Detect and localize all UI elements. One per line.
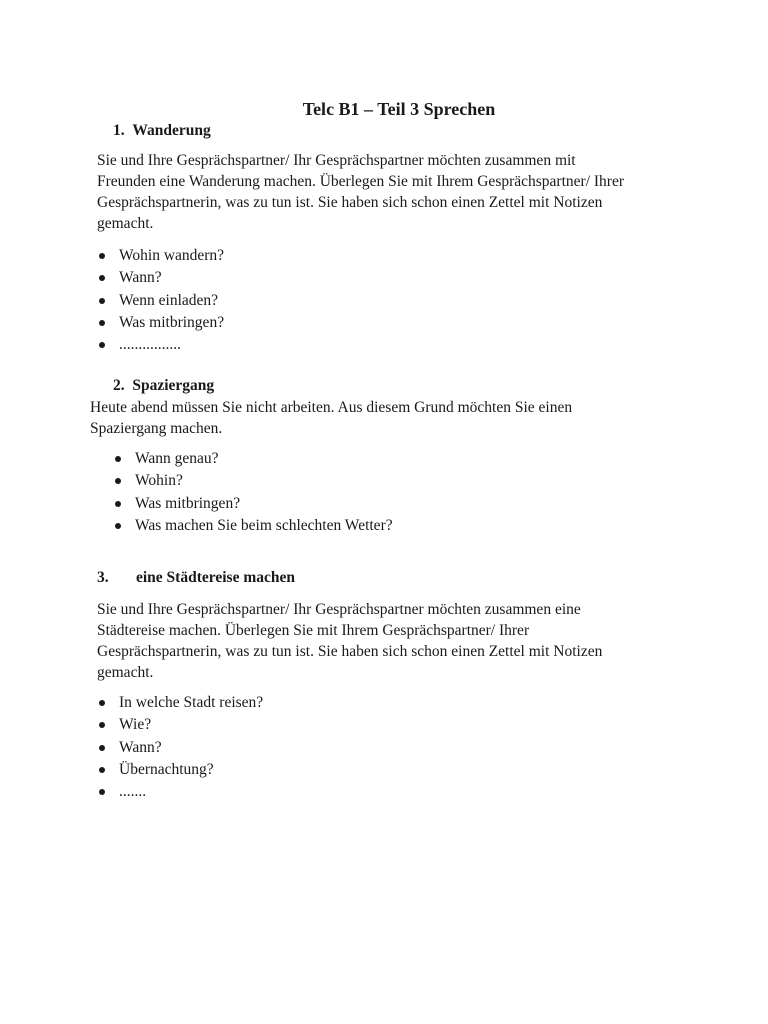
paragraph-line: Gesprächspartnerin, was zu tun ist. Sie haben sich schon einen Zettel mit Notizen bbox=[97, 643, 603, 660]
list-item: Wenn einladen? bbox=[97, 290, 224, 312]
list-item: Was mitbringen? bbox=[97, 312, 224, 334]
section-number: 3. bbox=[97, 569, 109, 586]
section-3-bullet-list bbox=[97, 692, 263, 803]
list-item: Wohin wandern? bbox=[97, 245, 224, 267]
list-item: Wann? bbox=[97, 737, 263, 759]
section-3-paragraph bbox=[97, 599, 602, 683]
list-item: Übernachtung? bbox=[97, 759, 263, 781]
paragraph-line: gemacht. bbox=[97, 215, 154, 232]
list-item: ................ bbox=[97, 334, 224, 356]
section-number: 2. bbox=[113, 377, 125, 394]
paragraph-line: Freunden eine Wanderung machen. Überlegen Sie mit Ihrem Gesprächspartner/ Ihrer bbox=[97, 173, 624, 190]
list-item: Wie? bbox=[97, 714, 263, 736]
paragraph-line: Spaziergang machen. bbox=[90, 420, 223, 437]
paragraph-line: Heute abend müssen Sie nicht arbeiten. Aus diesem Grund möchten Sie einen bbox=[90, 399, 573, 416]
section-3-heading bbox=[97, 568, 295, 588]
section-2-paragraph bbox=[90, 397, 572, 439]
section-2-heading bbox=[113, 376, 214, 396]
list-item: Was mitbringen? bbox=[113, 493, 393, 515]
list-item: Wann genau? bbox=[113, 448, 393, 470]
section-title: Wanderung bbox=[132, 122, 211, 139]
list-item: Wohin? bbox=[113, 470, 393, 492]
paragraph-line: Städtereise machen. Überlegen Sie mit Ihrem Gesprächspartner/ Ihrer bbox=[97, 622, 530, 639]
paragraph-line: gemacht. bbox=[97, 664, 154, 681]
list-item: Was machen Sie beim schlechten Wetter? bbox=[113, 515, 393, 537]
section-2-bullet-list bbox=[113, 448, 393, 537]
section-number: 1. bbox=[113, 122, 125, 139]
paragraph-line: Gesprächspartnerin, was zu tun ist. Sie haben sich schon einen Zettel mit Notizen bbox=[97, 194, 603, 211]
section-title: eine Städtereise machen bbox=[136, 569, 295, 586]
list-item: ....... bbox=[97, 781, 263, 803]
paragraph-line: Sie und Ihre Gesprächspartner/ Ihr Gesprächspartner möchten zusammen mit bbox=[97, 152, 576, 169]
paragraph-line: Sie und Ihre Gesprächspartner/ Ihr Gesprächspartner möchten zusammen eine bbox=[97, 601, 581, 618]
section-1-bullet-list bbox=[97, 245, 224, 356]
section-1-heading bbox=[113, 121, 211, 141]
list-item: Wann? bbox=[97, 267, 224, 289]
page-title: Telc B1 – Teil 3 Sprechen bbox=[302, 99, 496, 119]
section-1-paragraph bbox=[97, 150, 624, 234]
section-title: Spaziergang bbox=[132, 377, 215, 394]
list-item: In welche Stadt reisen? bbox=[97, 692, 263, 714]
